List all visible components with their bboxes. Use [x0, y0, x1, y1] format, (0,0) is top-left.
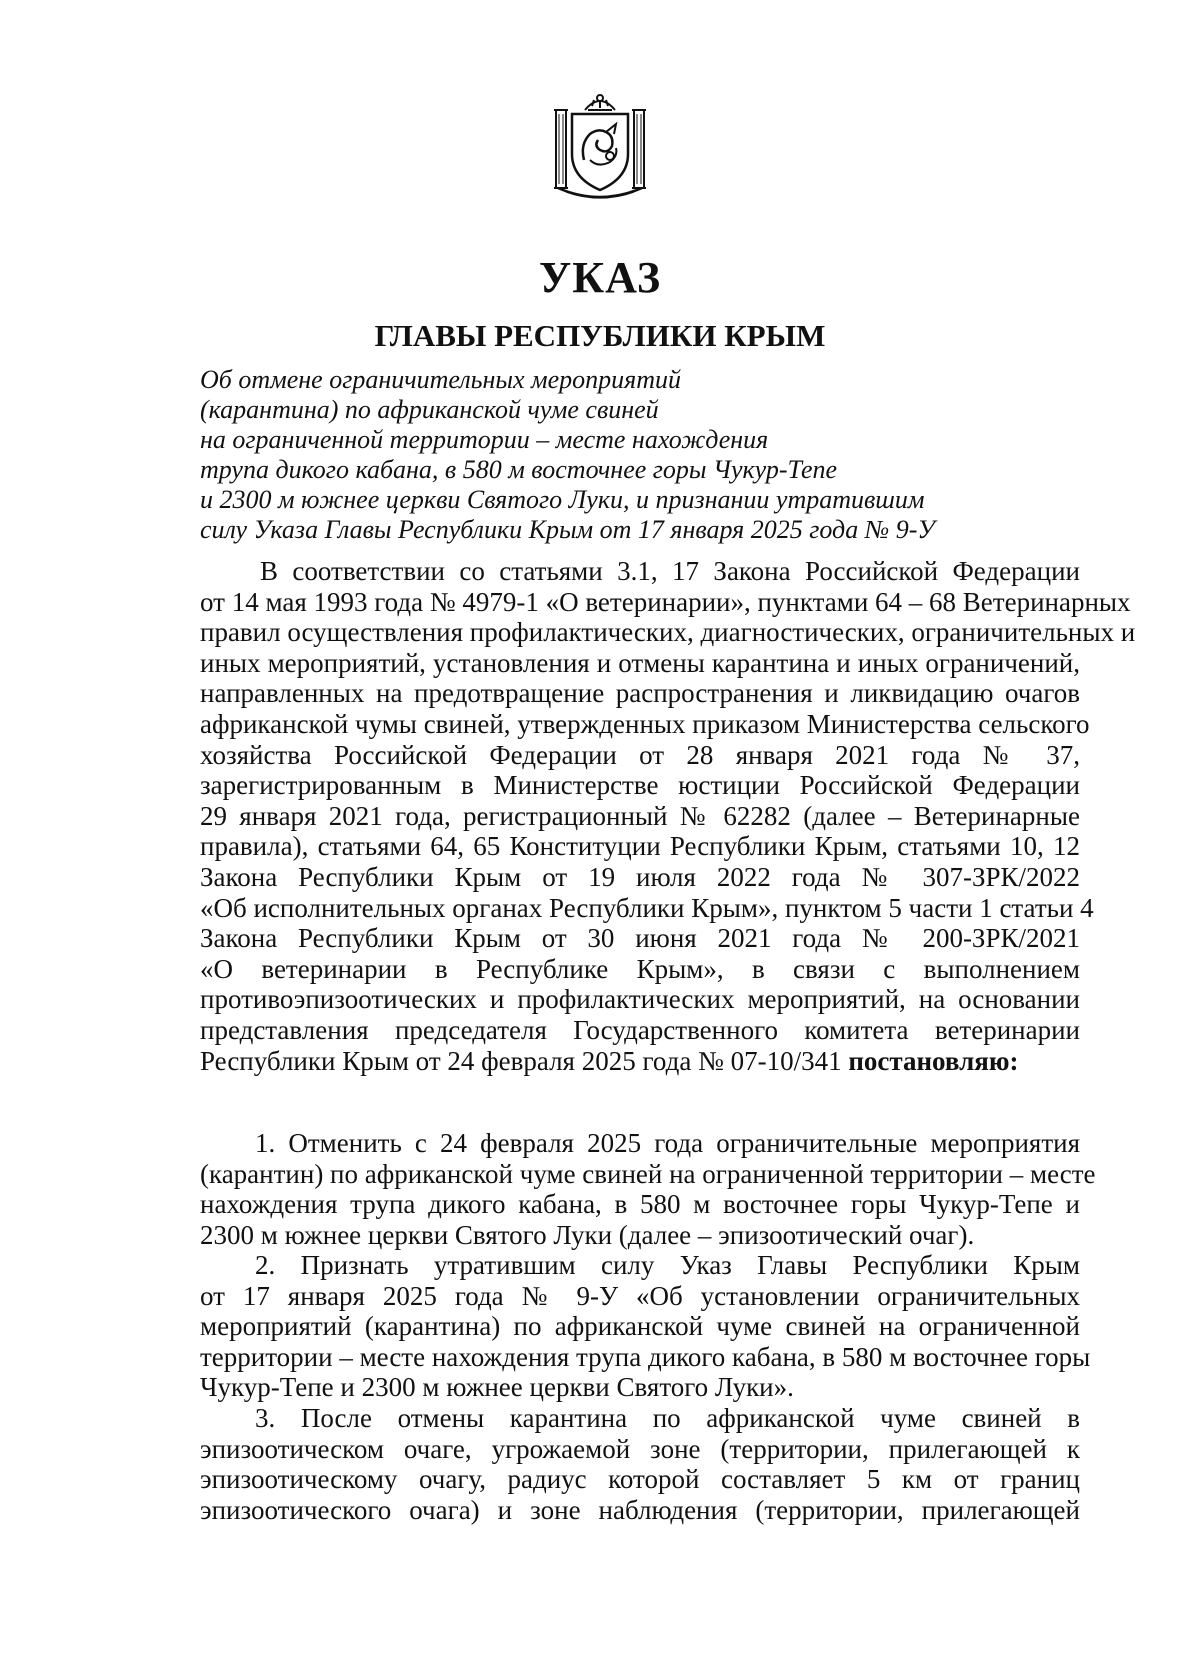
text-line: эпизоотическом очаге, угрожаемой зоне (территории, прилегающей к [200, 1433, 1080, 1464]
item-2-paragraph [200, 1250, 1091, 1403]
subject-line: силу Указа Главы Республики Крым от 17 января 2025 года № 9-У [200, 515, 935, 544]
text-line: 2300 м южнее церкви Святого Луки (далее – эпизоотический очаг). [200, 1219, 975, 1250]
text-line: 2. Признать утратившим силу Указ Главы Республики Крым [255, 1250, 1080, 1280]
subject-line: Об отмене ограничительных мероприятий [200, 365, 682, 394]
text-line: мероприятий (карантина) по африканской чуме свиней на ограниченной [200, 1311, 1080, 1342]
text-line: «Об исполнительных органах Республики Крым», пунктом 5 части 1 статьи 4 [200, 892, 1094, 923]
text-line: от 17 января 2025 года № 9-У «Об установлении ограничительных [200, 1280, 1080, 1311]
subject-heading [200, 365, 1000, 545]
text-line: нахождения трупа дикого кабана, в 580 м восточнее горы Чукур-Тепе и [200, 1189, 1080, 1220]
item-1-paragraph [200, 1128, 1096, 1250]
text-line: Закона Республики Крым от 19 июля 2022 года № 307-ЗРК/2022 [200, 861, 1080, 892]
text-line: эпизоотическому очагу, радиус которой составляет 5 км от границ [200, 1464, 1080, 1495]
text-line: 3. После отмены карантина по африканской чуме свиней в [255, 1403, 1080, 1433]
coat-of-arms-icon [550, 88, 650, 206]
text-line: Республики Крым от 24 февраля 2025 года № 07-10/341 [200, 1045, 842, 1076]
text-line: «О ветеринарии в Республике Крым», в связи с выполнением [200, 953, 1080, 984]
text-line: африканской чумы свиней, утвержденных приказом Министерства сельского [200, 708, 1090, 739]
text-line: правила), статьями 64, 65 Конституции Республики Крым, статьями 10, 12 [200, 831, 1080, 862]
text-line: правил осуществления профилактических, диагностических, ограничительных и [200, 617, 1136, 648]
subject-line: (карантина) по африканской чуме свиней [200, 395, 659, 424]
preamble-paragraph [200, 556, 1136, 1076]
text-line: 29 января 2021 года, регистрационный № 62282 (далее – Ветеринарные [200, 800, 1080, 831]
item-3-paragraph [200, 1403, 1080, 1525]
decree-word: постановляю: [848, 1045, 1019, 1076]
text-line: противоэпизоотических и профилактических мероприятий, на основании [200, 984, 1080, 1015]
text-line: территории – месте нахождения трупа дикого кабана, в 580 м восточнее горы [200, 1341, 1091, 1372]
text-line: Закона Республики Крым от 30 июня 2021 года № 200-ЗРК/2021 [200, 923, 1080, 954]
text-line: (карантин) по африканской чуме свиней на ограниченной территории – месте [200, 1158, 1096, 1189]
document-title: УКАЗ [538, 253, 662, 302]
text-line: направленных на предотвращение распространения и ликвидацию очагов [200, 678, 1080, 709]
text-line: В соответствии со статьями 3.1, 17 Закона Российской Федерации [260, 556, 1080, 586]
text-line: эпизоотического очага) и зоне наблюдения (территории, прилегающей [200, 1494, 1080, 1525]
document-subtitle: ГЛАВЫ РЕСПУБЛИКИ КРЫМ [374, 318, 826, 353]
text-line: иных мероприятий, установления и отмены карантина и иных ограничений, [200, 647, 1080, 678]
text-line: Чукур-Тепе и 2300 м южнее церкви Святого Луки». [200, 1372, 794, 1403]
subject-line: трупа дикого кабана, в 580 м восточнее горы Чукур-Тепе [200, 455, 838, 484]
text-line: 1. Отменить с 24 февраля 2025 года ограничительные мероприятия [255, 1128, 1080, 1158]
subject-line: и 2300 м южнее церкви Святого Луки, и признании утратившим [200, 485, 925, 514]
text-line-final [200, 1046, 1080, 1077]
text-line: хозяйства Российской Федерации от 28 января 2021 года № 37, [200, 739, 1080, 770]
text-line: зарегистрированным в Министерстве юстиции Российской Федерации [200, 770, 1080, 801]
text-line: представления председателя Государственного комитета ветеринарии [200, 1014, 1080, 1045]
text-line: от 14 мая 1993 года № 4979-1 «О ветеринарии», пунктами 64 – 68 Ветеринарных [200, 586, 1131, 617]
subject-line: на ограниченной территории – месте нахождения [200, 425, 769, 454]
